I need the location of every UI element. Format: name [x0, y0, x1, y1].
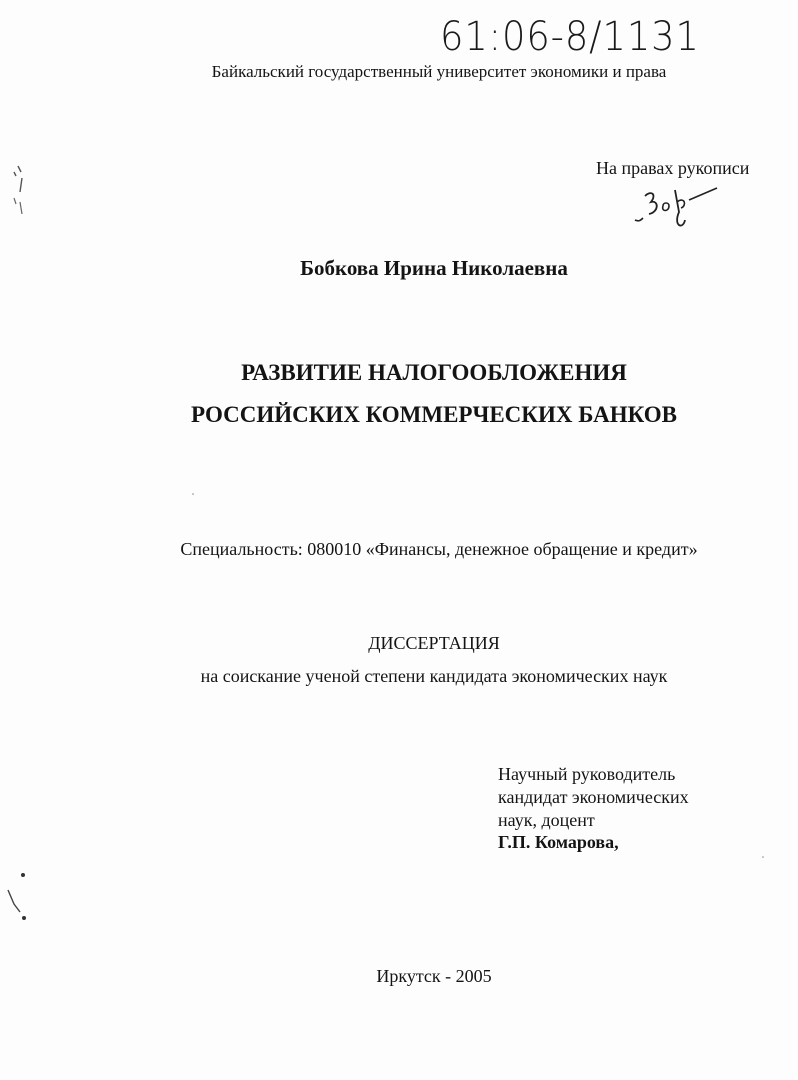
supervisor-role: Научный руководитель: [498, 764, 676, 784]
archive-code: 61:06-8/1131: [440, 14, 700, 60]
thesis-title-line-2: РОССИЙСКИХ КОММЕРЧЕСКИХ БАНКОВ: [191, 402, 677, 427]
author-name: Бобкова Ирина Николаевна: [300, 256, 568, 280]
university-name: Байкальский государственный университет экономики и права: [211, 62, 667, 81]
supervisor-title: наук, доцент: [498, 810, 595, 830]
thesis-title-line-1: РАЗВИТИЕ НАЛОГООБЛОЖЕНИЯ: [241, 360, 627, 385]
supervisor-name: Г.П. Комарова,: [498, 832, 619, 852]
supervisor-degree: кандидат экономических: [498, 787, 689, 807]
document-type: ДИССЕРТАЦИЯ: [368, 633, 500, 653]
specialty: Специальность: 080010 «Финансы, денежное обращение и кредит»: [180, 539, 698, 559]
city-year: Иркутск - 2005: [376, 966, 492, 986]
handwritten-signature: [625, 182, 720, 232]
manuscript-rights: На правах рукописи: [596, 158, 750, 178]
degree-description: на соискание ученой степени кандидата экономических наук: [200, 666, 668, 686]
